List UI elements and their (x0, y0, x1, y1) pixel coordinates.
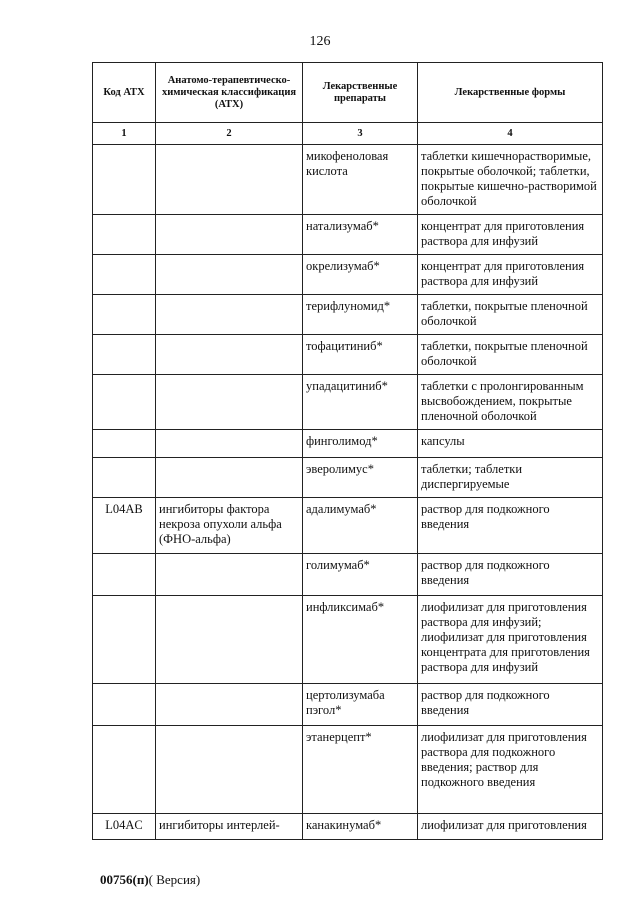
table-row (93, 726, 603, 814)
atx-code-cell (93, 255, 156, 295)
atx-classification-cell: ингибиторы фактора некроза опухоли альфа (ФНО-альфа) (156, 498, 303, 554)
table-row (93, 684, 603, 726)
atx-code-cell (93, 430, 156, 458)
table-row (93, 335, 603, 375)
dosage-form-cell: концентрат для приготовления раствора для инфузий (418, 255, 603, 295)
drug-name-cell: этанерцепт* (303, 726, 418, 814)
table-row (93, 430, 603, 458)
dosage-form-cell: капсулы (418, 430, 603, 458)
header-drugs: Лекарственные препараты (303, 63, 418, 123)
dosage-form-cell: таблетки кишечнорастворимые, покрытые оболочкой; таблетки, покрытые кишечно-растворимой оболочкой (418, 145, 603, 215)
atx-table (92, 62, 603, 840)
header-dosage-forms: Лекарственные формы (418, 63, 603, 123)
dosage-form-cell: раствор для подкожного введения (418, 684, 603, 726)
atx-classification-cell (156, 726, 303, 814)
dosage-form-cell: лиофилизат для приготовления раствора для инфузий; лиофилизат для приготовления концентрата для приготовления раствора для инфузий (418, 596, 603, 684)
document-version: ( Версия) (148, 872, 201, 887)
dosage-form-cell: таблетки, покрытые пленочной оболочкой (418, 335, 603, 375)
atx-classification-cell (156, 145, 303, 215)
page-number: 126 (309, 34, 331, 49)
drug-name-cell: терифлуномид* (303, 295, 418, 335)
atx-classification-cell (156, 554, 303, 596)
dosage-form-cell: раствор для подкожного введения (418, 498, 603, 554)
atx-code-cell (93, 145, 156, 215)
table-row (93, 255, 603, 295)
header-atx-classification: Анатомо-терапевтическо-химическая классификация (АТХ) (156, 63, 303, 123)
atx-code-cell: L04AB (93, 498, 156, 554)
drug-name-cell: канакинумаб* (303, 814, 418, 840)
atx-classification-cell (156, 596, 303, 684)
dosage-form-cell: лиофилизат для приготовления раствора для подкожного введения; раствор для подкожного введения (418, 726, 603, 814)
atx-classification-cell (156, 335, 303, 375)
drug-name-cell: финголимод* (303, 430, 418, 458)
atx-classification-cell (156, 375, 303, 430)
table-row (93, 596, 603, 684)
document-id: 00756(п) (100, 872, 149, 887)
atx-classification-cell (156, 458, 303, 498)
drug-name-cell: тофацитиниб* (303, 335, 418, 375)
atx-classification-cell (156, 215, 303, 255)
atx-code-cell (93, 375, 156, 430)
atx-classification-cell (156, 430, 303, 458)
atx-classification-cell: ингибиторы интерлей- (156, 814, 303, 840)
atx-code-cell (93, 215, 156, 255)
dosage-form-cell: раствор для подкожного введения (418, 554, 603, 596)
atx-code-cell (93, 295, 156, 335)
atx-code-cell: L04AC (93, 814, 156, 840)
dosage-form-cell: таблетки с пролонгированным высвобождением, покрытые пленочной оболочкой (418, 375, 603, 430)
atx-classification-cell (156, 295, 303, 335)
atx-code-cell (93, 458, 156, 498)
dosage-form-cell: лиофилизат для приготовления (418, 814, 603, 840)
column-numbers-row (93, 123, 603, 145)
table-row (93, 215, 603, 255)
atx-code-cell (93, 596, 156, 684)
table-row (93, 375, 603, 430)
table-row (93, 498, 603, 554)
atx-code-cell (93, 726, 156, 814)
atx-code-cell (93, 554, 156, 596)
column-number: 3 (303, 123, 418, 145)
table-row (93, 145, 603, 215)
column-number: 2 (156, 123, 303, 145)
table-row (93, 458, 603, 498)
drug-name-cell: натализумаб* (303, 215, 418, 255)
atx-classification-cell (156, 255, 303, 295)
drug-name-cell: инфликсимаб* (303, 596, 418, 684)
atx-code-cell (93, 684, 156, 726)
drug-name-cell: цертолизумаба пэгол* (303, 684, 418, 726)
dosage-form-cell: концентрат для приготовления раствора для инфузий (418, 215, 603, 255)
table-row (93, 814, 603, 840)
drug-name-cell: голимумаб* (303, 554, 418, 596)
footer (100, 872, 200, 888)
dosage-form-cell: таблетки; таблетки диспергируемые (418, 458, 603, 498)
table-header-row (93, 63, 603, 123)
column-number: 4 (418, 123, 603, 145)
drug-name-cell: окрелизумаб* (303, 255, 418, 295)
atx-classification-cell (156, 684, 303, 726)
drug-name-cell: упадацитиниб* (303, 375, 418, 430)
column-number: 1 (93, 123, 156, 145)
drug-name-cell: микофеноловая кислота (303, 145, 418, 215)
dosage-form-cell: таблетки, покрытые пленочной оболочкой (418, 295, 603, 335)
table-row (93, 554, 603, 596)
drug-name-cell: эверолимус* (303, 458, 418, 498)
table-row (93, 295, 603, 335)
drug-name-cell: адалимумаб* (303, 498, 418, 554)
atx-code-cell (93, 335, 156, 375)
header-atx-code: Код АТХ (93, 63, 156, 123)
